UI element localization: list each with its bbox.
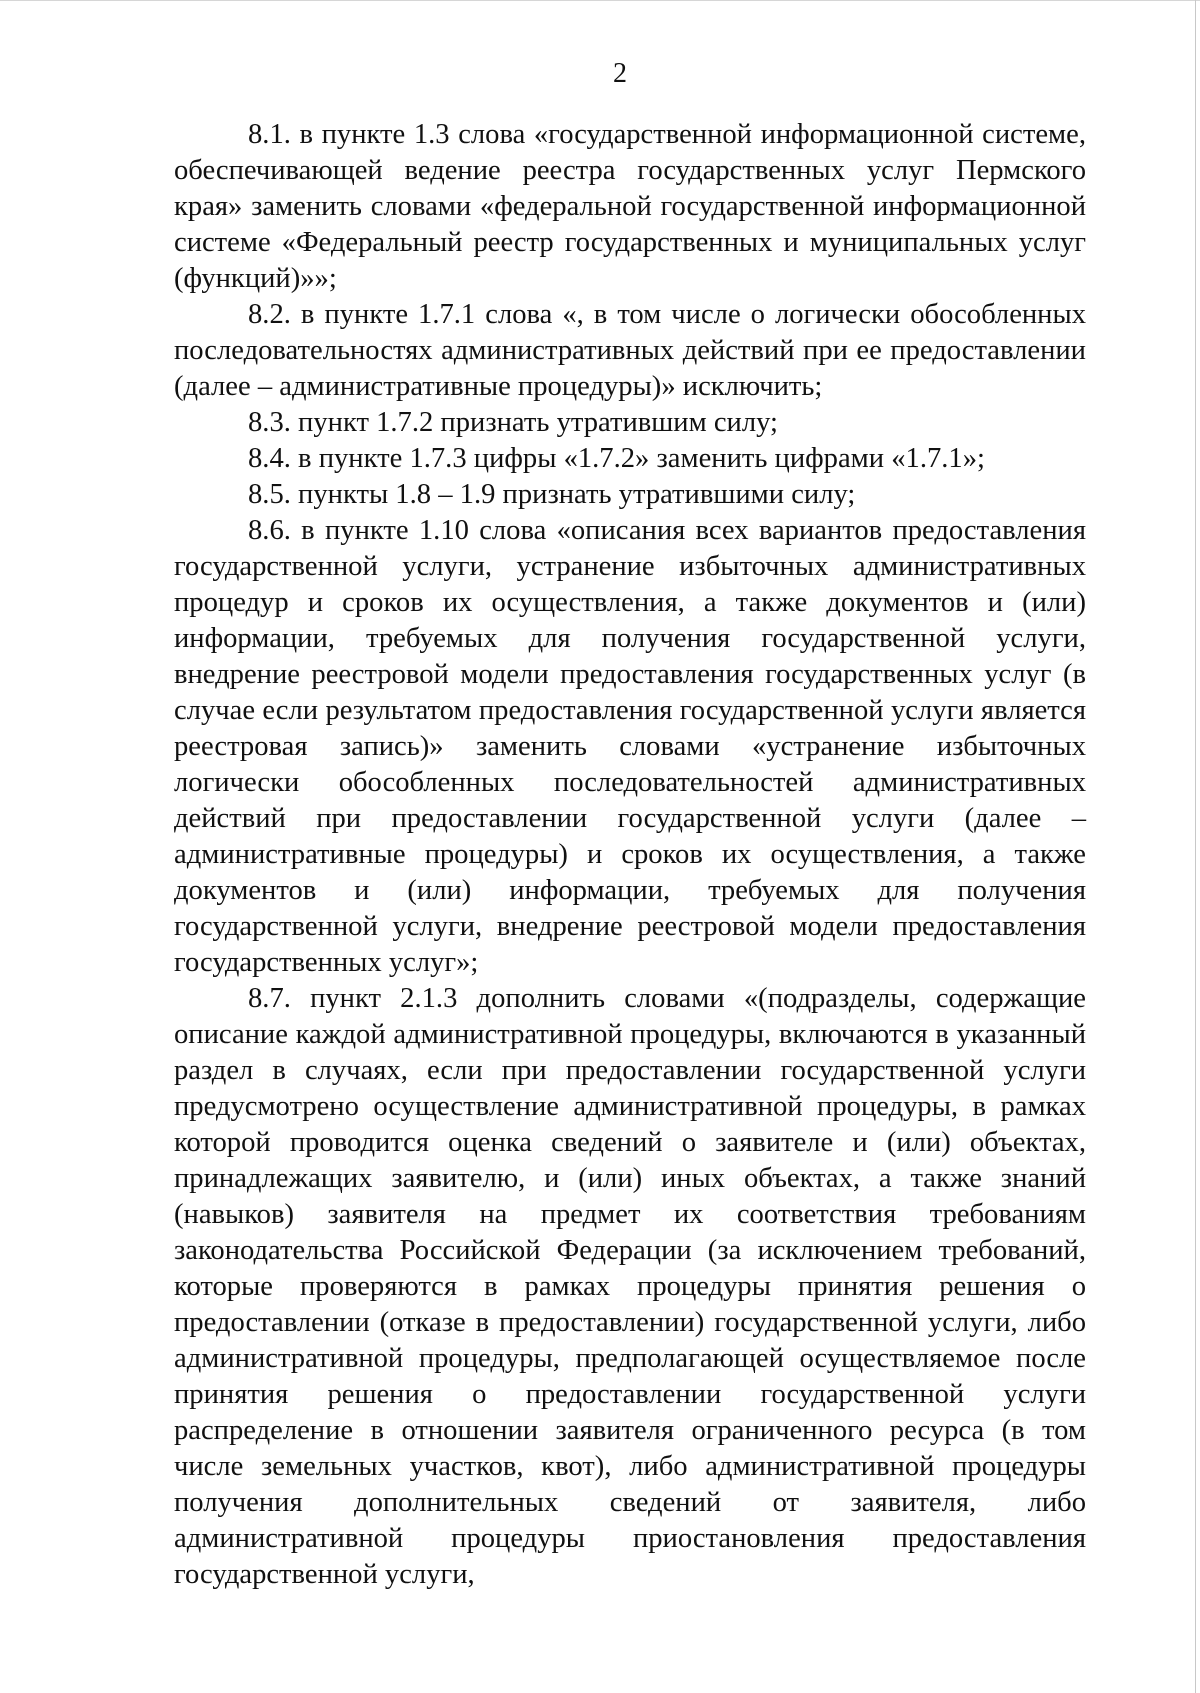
paragraph-8-3: 8.3. пункт 1.7.2 признать утратившим силу; — [248, 407, 778, 438]
scan-right-edge — [1195, 0, 1196, 1693]
page-number: 2 — [613, 58, 627, 89]
paragraph-8-6: 8.6. в пункте 1.10 слова «описания всех вариантов предоставления государственной услуги, устранение избыточных административных процедур и сроков их осуществления, а также документов и (или) информации, требуемых для получения государственной услуги, внедрение реестровой модели предоставления государственных услуг (в случае если результатом предоставления государственной услуги является реестровая запись)» заменить словами «устранение избыточных логически обособленных последовательностей административных действий при предоставлении государственной услуги (далее – административные процедуры) и сроков их осуществления, а также документов и (или) информации, требуемых для получения государственной услуги, внедрение реестровой модели предоставления государственных услуг»; — [174, 515, 1086, 978]
paragraph-8-5: 8.5. пункты 1.8 – 1.9 признать утратившими силу; — [248, 479, 856, 510]
paragraph-8-2: 8.2. в пункте 1.7.1 слова «, в том числе о логически обособленных последовательностях административных действий при ее предоставлении (далее – административные процедуры)» исключить; — [174, 299, 1086, 402]
paragraph-8-7: 8.7. пункт 2.1.3 дополнить словами «(подразделы, содержащие описание каждой административной процедуры, включаются в указанный раздел в случаях, если при предоставлении государственной услуги предусмотрено осуществление административной процедуры, в рамках которой проводится оценка сведений о заявителе и (или) объектах, принадлежащих заявителю, и (или) иных объектах, а также знаний (навыков) заявителя на предмет их соответствия требованиям законодательства Российской Федерации (за исключением требований, которые проверяются в рамках процедуры принятия решения о предоставлении (отказе в предоставлении) государственной услуги, либо административной процедуры, предполагающей осуществляемое после принятия решения о предоставлении государственной услуги распределение в отношении заявителя ограниченного ресурса (в том числе земельных участков, квот), либо административной процедуры получения дополнительных сведений от заявителя, либо административной процедуры приостановления предоставления государственной услуги, — [174, 983, 1086, 1590]
document-body — [174, 117, 1086, 1593]
paragraph-8-4: 8.4. в пункте 1.7.3 цифры «1.7.2» заменить цифрами «1.7.1»; — [248, 443, 985, 474]
scan-top-edge — [0, 0, 1200, 1]
paragraph-8-1: 8.1. в пункте 1.3 слова «государственной информационной системе, обеспечивающей ведение реестра государственных услуг Пермского края» заменить словами «федеральной государственной информационной системе «Федеральный реестр государственных и муниципальных услуг (функций)»»; — [174, 119, 1086, 294]
